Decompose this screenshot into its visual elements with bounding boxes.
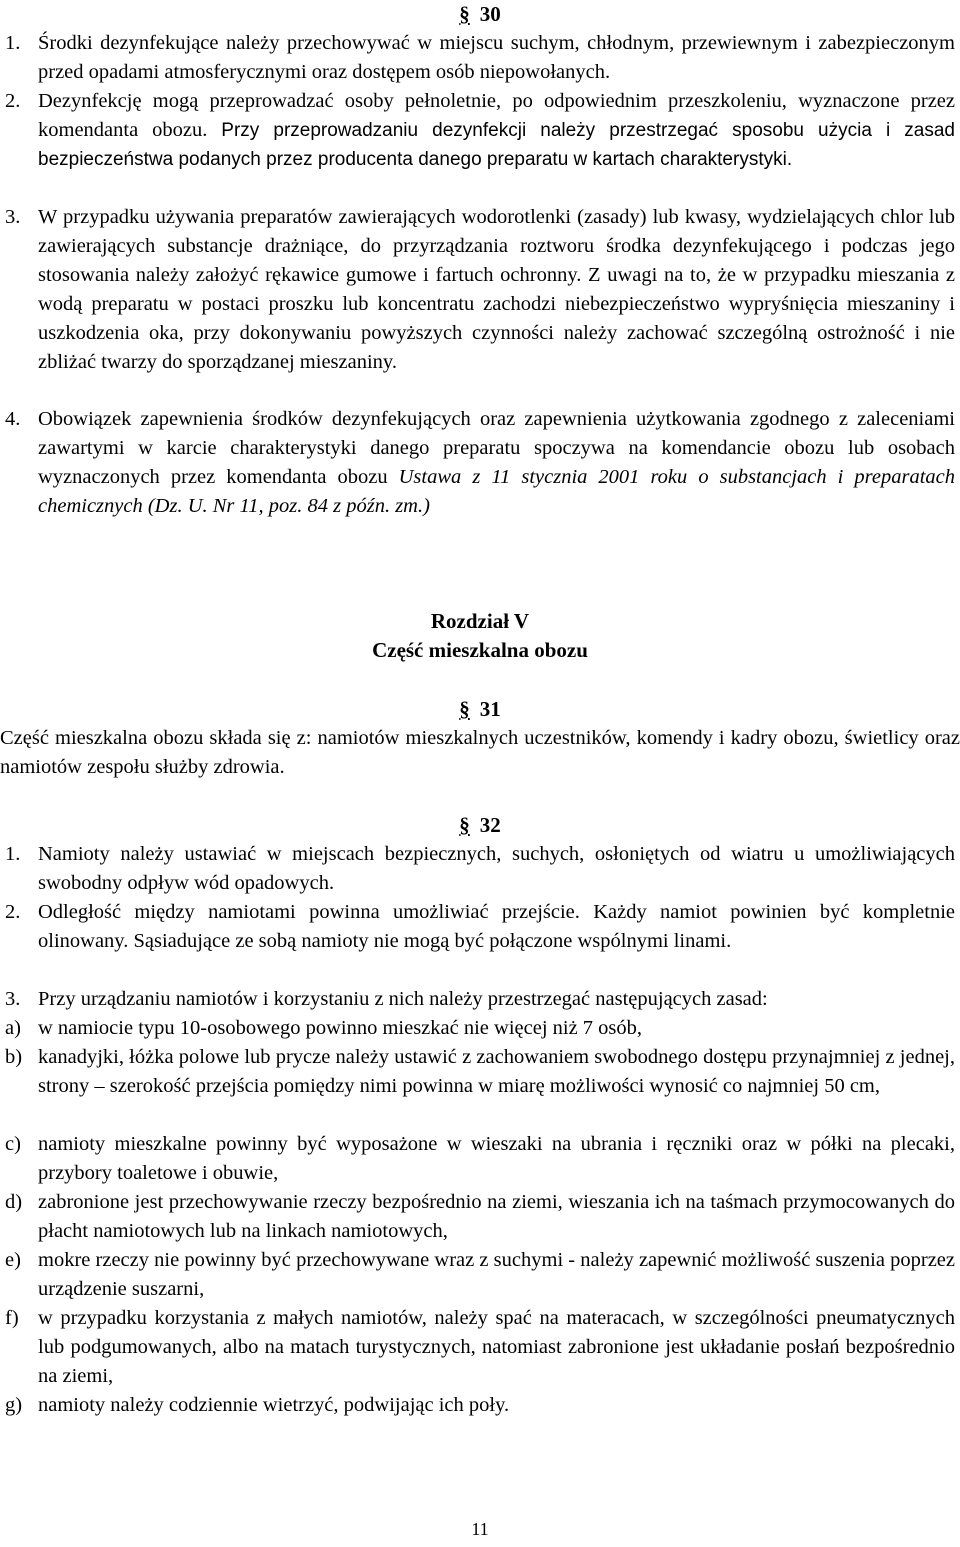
- s32-item-1: 1. Namioty należy ustawiać w miejscach bezpiecznych, suchych, osłoniętych od wiatru u umożliwiających swobodny odpływ wód opadowych.: [5, 843, 955, 894]
- section-31-heading: § 31: [459, 697, 501, 721]
- page-number: 11: [471, 1519, 489, 1539]
- s32-item-a: a) w namiocie typu 10-osobowego powinno mieszkać nie więcej niż 7 osób,: [5, 1017, 643, 1039]
- s30-item-3: 3. W przypadku używania preparatów zawierających wodorotlenki (zasady) lub kwasy, wydzielających chlor lub zawierających substancje drażniące, do przyrządzania roztworu środka dezynfekującego i podczas jego stosowania należy założyć rękawice gumowe i fartuch ochronny. Z uwagi na to, że w przypadku mieszania z wodą preparatu w postaci proszku lub koncentratu zachodzi niebezpieczeństwo wypryśnięcia mieszaniny i uszkodzenia oka, przy dokonywaniu powyższych czynności należy zachować szczególną ostrożność i nie zbliżać twarzy do sporządzanej mieszaniny.: [5, 206, 955, 373]
- s32-item-g: g) namioty należy codziennie wietrzyć, podwijając ich poły.: [5, 1394, 510, 1416]
- s32-item-f: f) w przypadku korzystania z małych namiotów, należy spać na materacach, w szczególności pneumatycznych lub podgumowanych, albo na matach turystycznych, natomiast zabronione jest układanie posłań bezpośrednio na ziemi,: [5, 1307, 955, 1387]
- chapter-subtitle: Część mieszkalna obozu: [372, 638, 588, 662]
- s30-item-4: 4. Obowiązek zapewnienia środków dezynfekujących oraz zapewnienia użytkowania zgodnego z zaleceniami zawartymi w karcie charakterystyki danego preparatu spoczywa na komendancie obozu lub osobach wyznaczonych przez komendanta obozu Ustawa z 11 stycznia 2001 roku o substancjach i preparatach chemicznych (Dz. U. Nr 11, poz. 84 z późn. zm.): [5, 408, 956, 517]
- chapter-title: Rozdział V: [430, 609, 530, 633]
- s30-item-2: 2. Dezynfekcję mogą przeprowadzać osoby pełnoletnie, po odpowiednim przeszkoleniu, wyznaczone przez komendanta obozu. Przy przeprowadzaniu dezynfekcji należy przestrzegać sposobu użycia i zasad bezpieczeństwa podanych przez producenta danego preparatu w kartach charakterystyki.: [5, 90, 956, 170]
- section-30-heading: § 30: [459, 2, 501, 26]
- s32-item-e: e) mokre rzeczy nie powinny być przechowywane wraz z suchymi - należy zapewnić możliwość suszenia poprzez urządzenie suszarni,: [5, 1249, 955, 1300]
- s32-item-d: d) zabronione jest przechowywanie rzeczy bezpośrednio na ziemi, wieszania ich na taśmach przymocowanych do płacht namiotowych lub na linkach namiotowych,: [5, 1191, 955, 1242]
- s32-item-3: 3. Przy urządzaniu namiotów i korzystaniu z nich należy przestrzegać następujących zasad:: [5, 988, 768, 1010]
- s31-paragraph: Część mieszkalna obozu składa się z: namiotów mieszkalnych uczestników, komendy i kadry obozu, świetlicy oraz namiotów zespołu służby zdrowia.: [0, 727, 960, 778]
- s32-item-c: c) namioty mieszkalne powinny być wyposażone w wieszaki na ubrania i ręczniki oraz w półki na plecaki, przybory toaletowe i obuwie,: [5, 1133, 955, 1184]
- s32-item-b: b) kanadyjki, łóżka polowe lub prycze należy ustawić z zachowaniem swobodnego dostępu przynajmniej z jednej, strony – szerokość przejścia pomiędzy nimi powinna w miarę możliwości wynosić co najmniej 50 cm,: [5, 1046, 955, 1097]
- s30-item-1: 1. Środki dezynfekujące należy przechowywać w miejscu suchym, chłodnym, przewiewnym i zabezpieczonym przed opadami atmosferycznymi oraz dostępem osób niepowołanych.: [5, 32, 955, 83]
- section-32-heading: § 32: [459, 813, 501, 837]
- s32-item-2: 2. Odległość między namiotami powinna umożliwiać przejście. Każdy namiot powinien być kompletnie olinowany. Sąsiadujące ze sobą namioty nie mogą być połączone wspólnymi linami.: [5, 901, 955, 952]
